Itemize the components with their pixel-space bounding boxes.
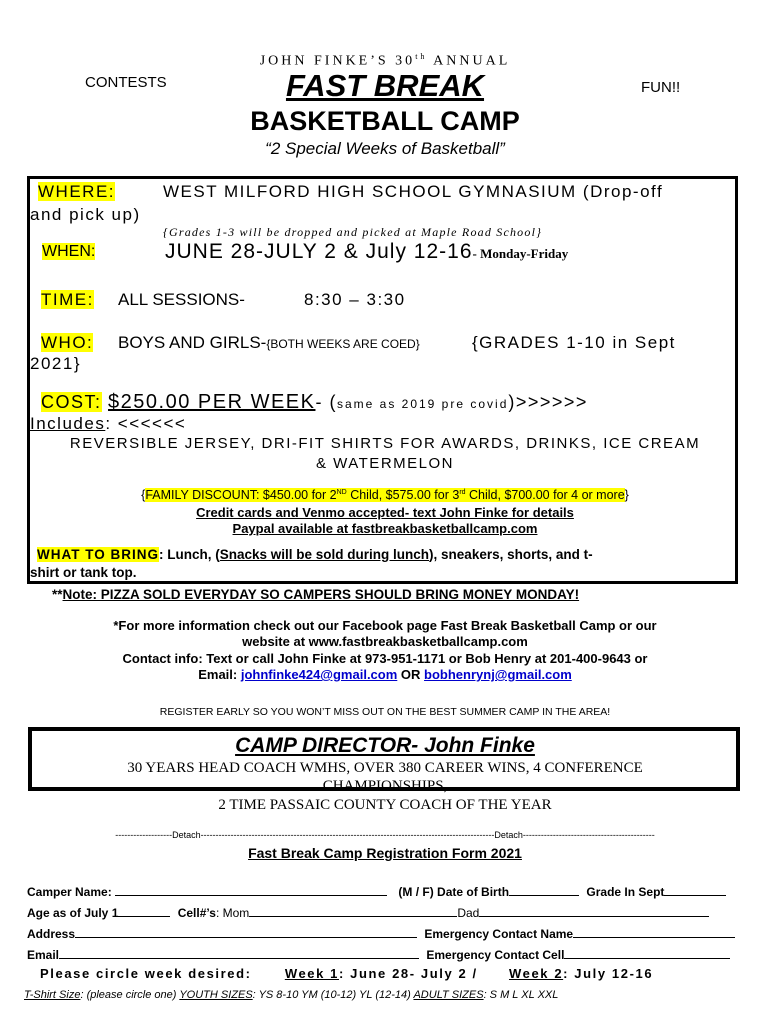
fun-label: FUN!! <box>641 79 681 96</box>
where-value-cont: and pick up) <box>30 205 141 224</box>
mom-cell-field[interactable] <box>249 904 457 917</box>
where-label: WHERE: <box>38 182 115 201</box>
contact-info: Contact info: Text or call John Finke at 973-951-1171 or Bob Henry at 201-400-9643 or <box>122 651 648 666</box>
camp-title: FAST BREAK <box>285 68 485 103</box>
age-field[interactable] <box>118 904 170 917</box>
director-title: CAMP DIRECTOR- John Finke <box>235 734 535 757</box>
info-line-2: website at www.fastbreakbasketballcamp.com <box>242 634 528 649</box>
emergency-name-field[interactable] <box>573 925 735 938</box>
email-line: Email: johnfinke424@gmail.com OR bobhenrynj@gmail.com <box>198 667 572 682</box>
who-grades: {GRADES 1-10 in Sept <box>472 333 676 352</box>
tagline: “2 Special Weeks of Basketball” <box>265 139 505 158</box>
address-field[interactable] <box>75 925 417 938</box>
email-link-john[interactable]: johnfinke424@gmail.com <box>240 667 398 682</box>
info-line-1: *For more information check out our Facebook page Fast Break Basketball Camp or our <box>113 618 657 633</box>
form-row-3: Address Emergency Contact Name <box>27 925 735 941</box>
email-field[interactable] <box>59 946 419 959</box>
who-label: WHO: <box>41 333 94 352</box>
who-value: BOYS AND GIRLS-{BOTH WEEKS ARE COED} <box>118 333 420 352</box>
annual-heading: JOHN FINKE’S 30th ANNUAL <box>259 52 511 69</box>
includes-list-cont: & WATERMELON <box>315 455 454 472</box>
where-row <box>38 182 115 202</box>
cost-row: COST: $250.00 PER WEEK- (same as 2019 pre covid)>>>>>> <box>41 391 588 413</box>
grade-field[interactable] <box>664 883 726 896</box>
includes-row: Includes: <<<<<< <box>30 414 187 433</box>
dad-cell-field[interactable] <box>479 904 709 917</box>
time-label: TIME: <box>41 290 94 309</box>
payment-line-1: Credit cards and Venmo accepted- text John Finke for details <box>196 505 574 520</box>
dob-field[interactable] <box>509 883 579 896</box>
contests-label: CONTESTS <box>85 74 167 91</box>
tshirt-size-row: T-Shirt Size: (please circle one) YOUTH SIZES: YS 8-10 YM (10-12) YL (12-14) ADULT SIZES: S M L XL XXL <box>24 989 559 1001</box>
where-note: {Grades 1-3 will be dropped and picked at Maple Road School} <box>163 225 543 239</box>
includes-list: REVERSIBLE JERSEY, DRI-FIT SHIRTS FOR AWARDS, DRINKS, ICE CREAM <box>69 435 701 452</box>
where-value: WEST MILFORD HIGH SCHOOL GYMNASIUM (Drop-off <box>163 182 664 201</box>
time-sessions: ALL SESSIONS- <box>118 290 245 309</box>
pizza-note: **Note: PIZZA SOLD EVERYDAY SO CAMPERS SHOULD BRING MONEY MONDAY! <box>52 587 580 602</box>
emergency-cell-field[interactable] <box>564 946 730 959</box>
form-title: Fast Break Camp Registration Form 2021 <box>248 845 522 861</box>
who-grades-cont: 2021} <box>30 354 81 373</box>
form-row-4: Email Emergency Contact Cell <box>27 946 730 962</box>
week-1-option[interactable]: Week 1 <box>284 966 339 981</box>
time-hours: 8:30 – 3:30 <box>304 290 406 309</box>
director-line-1: 30 YEARS HEAD COACH WMHS, OVER 380 CAREER WINS, 4 CONFERENCE <box>127 760 643 776</box>
week-selection: Please circle week desired: Week 1: June 28- July 2 / Week 2: July 12-16 <box>40 966 654 981</box>
camper-name-field[interactable] <box>115 883 387 896</box>
register-early: REGISTER EARLY SO YOU WON’T MISS OUT ON THE BEST SUMMER CAMP IN THE AREA! <box>159 706 611 718</box>
director-line-3: 2 TIME PASSAIC COUNTY COACH OF THE YEAR <box>218 797 552 813</box>
what-to-bring: WHAT TO BRING: Lunch, (Snacks will be sold during lunch), sneakers, shorts, and t- <box>37 547 593 562</box>
email-link-bob[interactable]: bobhenrynj@gmail.com <box>424 667 572 682</box>
detach-line: -------------------Detach--------------------------------------------------------------------------------------------------Detach-------------------------------------------- <box>115 830 655 840</box>
when-dates: JUNE 28-JULY 2 & July 12-16- Monday-Friday <box>165 240 569 263</box>
payment-line-2: Paypal available at fastbreakbasketballcamp.com <box>232 521 538 536</box>
form-row-1: Camper Name: (M / F) Date of Birth Grade In Sept <box>27 883 726 899</box>
family-discount: {FAMILY DISCOUNT: $450.00 for 2ND Child, $575.00 for 3rd Child, $700.00 for 4 or more} <box>141 488 629 502</box>
week-2-option[interactable]: Week 2 <box>508 966 564 981</box>
adult-size-options[interactable]: : S M L XL XXL <box>483 989 559 1001</box>
director-line-2: CHAMPIONSHIPS, <box>322 778 448 794</box>
when-label: WHEN: <box>42 243 96 260</box>
what-to-bring-cont: shirt or tank top. <box>30 565 137 580</box>
camp-subtitle: BASKETBALL CAMP <box>250 106 520 136</box>
form-row-2: Age as of July 1 Cell#’s: Mom Dad <box>27 904 709 920</box>
